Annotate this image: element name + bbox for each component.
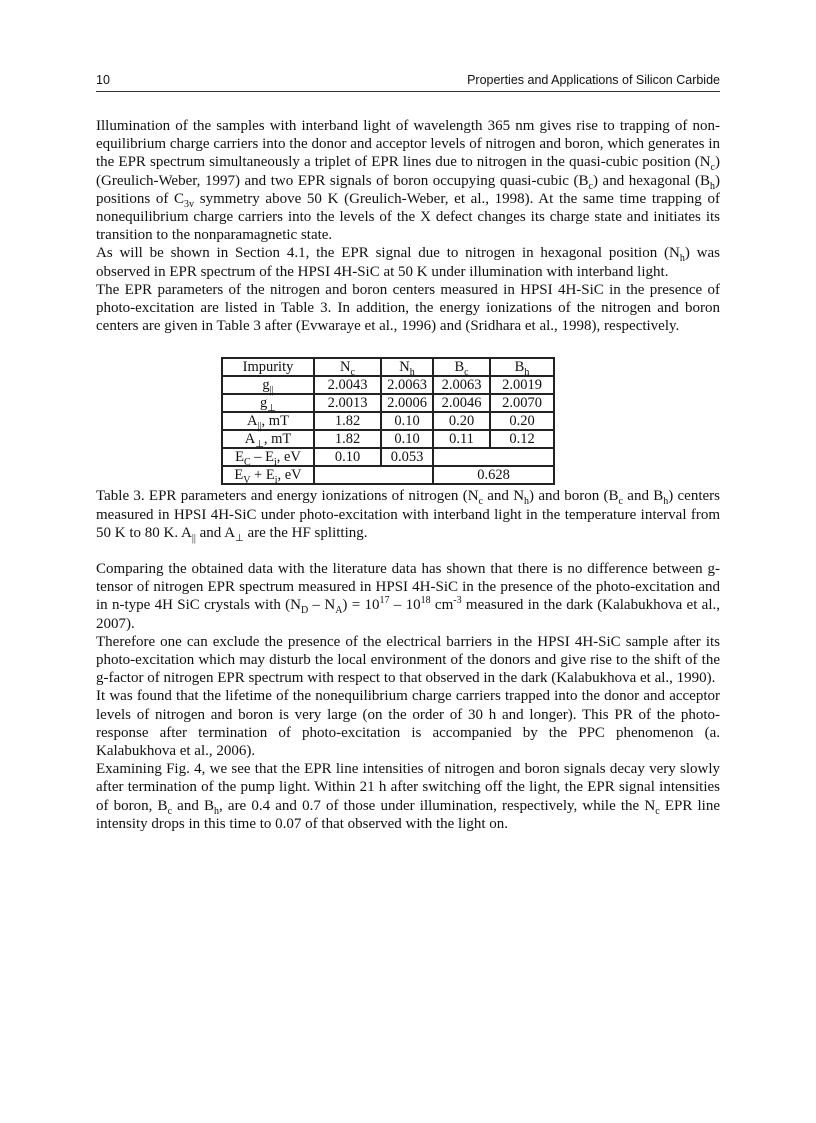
text-run: Comparing the obtained data with the literature data has shown that there is no difference between g-tensor of nitrogen EPR spectrum measured in HPSI 4H-SiC in the presence of the photo-excitation and in n-type 4H SiC crystals with (N bbox=[96, 561, 720, 614]
table-cell bbox=[433, 412, 490, 430]
subscript: h bbox=[214, 805, 219, 817]
text-run: 2.0013 bbox=[327, 395, 368, 412]
text-run: A bbox=[247, 413, 258, 430]
running-header bbox=[96, 71, 720, 92]
text-run: and B bbox=[172, 797, 214, 814]
page-number: 10 bbox=[96, 73, 110, 87]
subscript: c bbox=[655, 805, 660, 817]
table-cell bbox=[381, 430, 433, 448]
table-cell bbox=[381, 394, 433, 412]
table-cell bbox=[381, 376, 433, 394]
text-run: 2.0006 bbox=[387, 395, 427, 412]
table-3 bbox=[221, 357, 555, 485]
subscript: 3v bbox=[184, 198, 195, 210]
row-header-cell bbox=[222, 448, 314, 469]
paragraph bbox=[96, 760, 720, 833]
table-cell bbox=[490, 376, 554, 394]
table-cell bbox=[433, 430, 490, 448]
table-row bbox=[222, 358, 554, 376]
subscript: h bbox=[524, 367, 530, 379]
paragraphs-bottom bbox=[96, 560, 720, 833]
subscript: c bbox=[588, 180, 593, 192]
subscript: || bbox=[269, 385, 274, 397]
text-run: It was found that the lifetime of the nonequilibrium charge carriers trapped into the donor and acceptor levels of nitrogen and boron is very large (on the order of 30 h and longer). This PR of the photo-response after termination of photo-excitation is accompanied by the PPC phenomenon (a. Kalabukhova et al., 2006). bbox=[96, 688, 720, 760]
text-run: are the HF splitting. bbox=[243, 524, 368, 541]
subscript: C bbox=[243, 457, 251, 469]
text-run: 0.10 bbox=[394, 431, 420, 448]
text-run: Impurity bbox=[242, 359, 294, 376]
subscript: i bbox=[274, 475, 278, 487]
paragraph bbox=[96, 117, 720, 244]
table-caption bbox=[96, 487, 720, 542]
table-cell bbox=[490, 358, 554, 379]
paragraph bbox=[96, 560, 720, 633]
text-run: 0.053 bbox=[390, 449, 424, 466]
table-cell bbox=[314, 394, 381, 412]
superscript: -3 bbox=[453, 595, 462, 607]
text-run: 2.0019 bbox=[502, 377, 542, 394]
subscript: ⊥ bbox=[235, 532, 244, 544]
row-header-cell bbox=[222, 376, 314, 397]
row-header-cell bbox=[222, 394, 314, 415]
table-cell bbox=[433, 466, 554, 484]
text-run: , eV bbox=[276, 449, 301, 466]
text-run: E bbox=[234, 467, 244, 484]
page-body bbox=[96, 117, 720, 833]
table-cell bbox=[433, 376, 490, 394]
table-row bbox=[222, 448, 554, 466]
text-run: and B bbox=[623, 488, 664, 505]
text-run: Examining Fig. 4, we see that the EPR line intensities of nitrogen and boron signals decay very slowly after termination of the pump light. Within 21 h after switching off the light, the EPR signal intensities of boron, B bbox=[96, 761, 720, 814]
table-cell bbox=[433, 358, 490, 379]
text-run: ) = 10 bbox=[342, 597, 380, 614]
subscript: h bbox=[710, 180, 715, 192]
subscript: || bbox=[191, 532, 196, 544]
table-cell bbox=[490, 430, 554, 448]
text-run: 1.82 bbox=[334, 431, 361, 448]
table-cell bbox=[490, 394, 554, 412]
table-row bbox=[222, 376, 554, 394]
paragraph bbox=[96, 633, 720, 688]
subscript: A bbox=[335, 605, 343, 617]
text-run: , mT bbox=[261, 413, 289, 430]
subscript: ⊥ bbox=[267, 403, 276, 415]
text-run: symmetry above 50 K (Greulich-Weber, et al., 1998). At the same time trapping of nonequilibrium charge carriers into the levels of the X defect changes its charge state and initiates its transition to the nonparamagnetic state. bbox=[96, 190, 720, 244]
text-run: ) (Greulich-Weber, 1997) and two EPR signals of boron occupying quasi-cubic (B bbox=[96, 154, 720, 189]
text-run: N bbox=[340, 359, 351, 376]
table-cell bbox=[381, 412, 433, 430]
text-run: ) and hexagonal (B bbox=[592, 172, 710, 189]
paragraph bbox=[96, 244, 720, 280]
text-run: 0.20 bbox=[448, 413, 475, 430]
text-run: measured in the dark (Kalabukhova et al., 2007). bbox=[96, 597, 720, 632]
book-title: Properties and Applications of Silicon Carbide bbox=[467, 73, 720, 87]
text-run: ) positions of C bbox=[96, 172, 720, 207]
table-row bbox=[222, 394, 554, 412]
table-cell bbox=[314, 358, 381, 379]
text-run: 2.0043 bbox=[327, 377, 368, 394]
subscript: c bbox=[618, 496, 623, 508]
subscript: V bbox=[243, 475, 251, 487]
table-cell bbox=[314, 430, 381, 448]
text-run: 2.0046 bbox=[441, 395, 482, 412]
text-run: E bbox=[235, 449, 244, 466]
table-cell bbox=[314, 412, 381, 430]
table-cell bbox=[314, 448, 381, 466]
subscript: ⊥ bbox=[255, 439, 264, 451]
paragraph bbox=[96, 281, 720, 336]
text-run: 0.628 bbox=[477, 467, 510, 484]
text-run: ) and boron (B bbox=[529, 488, 619, 505]
text-run: The EPR parameters of the nitrogen and boron centers measured in HPSI 4H-SiC in the presence of photo-excitation are listed in Table 3. In addition, the energy ionizations of the nitrogen and boron centers are given in Table 3 after (Evwaraye et al., 1996) and (Sridhara et al., 1998), respectively. bbox=[96, 281, 720, 335]
text-run: , mT bbox=[263, 431, 292, 448]
text-run: Table 3. EPR parameters and energy ionizations of nitrogen (N bbox=[96, 488, 479, 505]
text-run: + E bbox=[250, 467, 275, 484]
table-cell bbox=[490, 412, 554, 430]
table-cell bbox=[433, 448, 554, 466]
text-run: Illumination of the samples with interband light of wavelength 365 nm gives rise to trapping of non-equilibrium charge carriers into the donor and acceptor levels of nitrogen and boron, which generates in the EPR spectrum simultaneously a triplet of EPR lines due to nitrogen in the quasi-cubic position (N bbox=[96, 118, 720, 171]
text-run: 0.10 bbox=[394, 413, 420, 430]
text-run: ) centers measured in HPSI 4H-SiC under photo-excitation with interband light in the temperature interval from 50 K to 80 K. A bbox=[96, 488, 720, 541]
text-run: and A bbox=[195, 524, 236, 541]
subscript: h bbox=[679, 253, 685, 265]
text-run: – N bbox=[308, 597, 336, 614]
table-cell bbox=[433, 394, 490, 412]
subscript: c bbox=[710, 162, 715, 174]
subscript: i bbox=[273, 457, 277, 469]
table-row bbox=[222, 466, 554, 484]
row-header-cell bbox=[222, 430, 314, 451]
subscript: c bbox=[167, 805, 173, 817]
text-run: g bbox=[260, 395, 268, 412]
text-run: B bbox=[514, 359, 525, 376]
table-cell bbox=[314, 376, 381, 394]
text-run: 1.82 bbox=[334, 413, 361, 430]
subscript: h bbox=[524, 496, 530, 508]
text-run: and N bbox=[482, 488, 525, 505]
row-header-cell bbox=[222, 412, 314, 433]
subscript: c bbox=[464, 367, 469, 379]
subscript: h bbox=[409, 367, 415, 379]
table-row bbox=[222, 412, 554, 430]
text-run: cm bbox=[430, 597, 454, 614]
text-run: – 10 bbox=[389, 597, 421, 614]
table-cell bbox=[314, 466, 433, 484]
text-run: 2.0063 bbox=[387, 377, 427, 394]
table-cell bbox=[381, 448, 433, 466]
text-run: N bbox=[399, 359, 410, 376]
text-run: , are 0.4 and 0.7 of those under illumination, respectively, while the N bbox=[219, 797, 656, 814]
text-run: 0.11 bbox=[449, 431, 474, 448]
text-run: A bbox=[244, 431, 256, 448]
text-run: g bbox=[262, 377, 270, 394]
subscript: c bbox=[350, 367, 355, 379]
text-run: 2.0070 bbox=[502, 395, 542, 412]
text-run: 0.20 bbox=[509, 413, 535, 430]
subscript: h bbox=[663, 496, 669, 508]
subscript: D bbox=[301, 605, 309, 617]
text-run: 0.12 bbox=[509, 431, 535, 448]
superscript: 17 bbox=[379, 595, 390, 607]
text-run: 0.10 bbox=[334, 449, 361, 466]
text-run: ) was observed in EPR spectrum of the HPSI 4H-SiC at 50 K under illumination with interband light. bbox=[96, 245, 720, 280]
superscript: 18 bbox=[420, 595, 431, 607]
table-cell bbox=[381, 358, 433, 379]
text-run: As will be shown in Section 4.1, the EPR signal due to nitrogen in hexagonal position (N bbox=[96, 245, 680, 262]
row-header-cell bbox=[222, 358, 314, 376]
row-header-cell bbox=[222, 466, 314, 487]
text-run: – E bbox=[250, 449, 274, 466]
text-run: EPR line intensity drops in this time to 0.07 of that observed with the light on. bbox=[96, 797, 720, 832]
table-row bbox=[222, 430, 554, 448]
paragraphs-top bbox=[96, 117, 720, 335]
paragraph bbox=[96, 687, 720, 760]
text-run: B bbox=[454, 359, 465, 376]
subscript: || bbox=[257, 421, 262, 433]
subscript: c bbox=[478, 496, 483, 508]
text-run: 2.0063 bbox=[441, 377, 482, 394]
text-run: , eV bbox=[277, 467, 302, 484]
text-run: Therefore one can exclude the presence of the electrical barriers in the HPSI 4H-SiC sample after its photo-excitation which may disturb the local environment of the donors and give rise to the shift of the g-factor of nitrogen EPR spectrum with respect to that observed in the dark (Kalabukhova et al., 1990). bbox=[96, 633, 720, 687]
